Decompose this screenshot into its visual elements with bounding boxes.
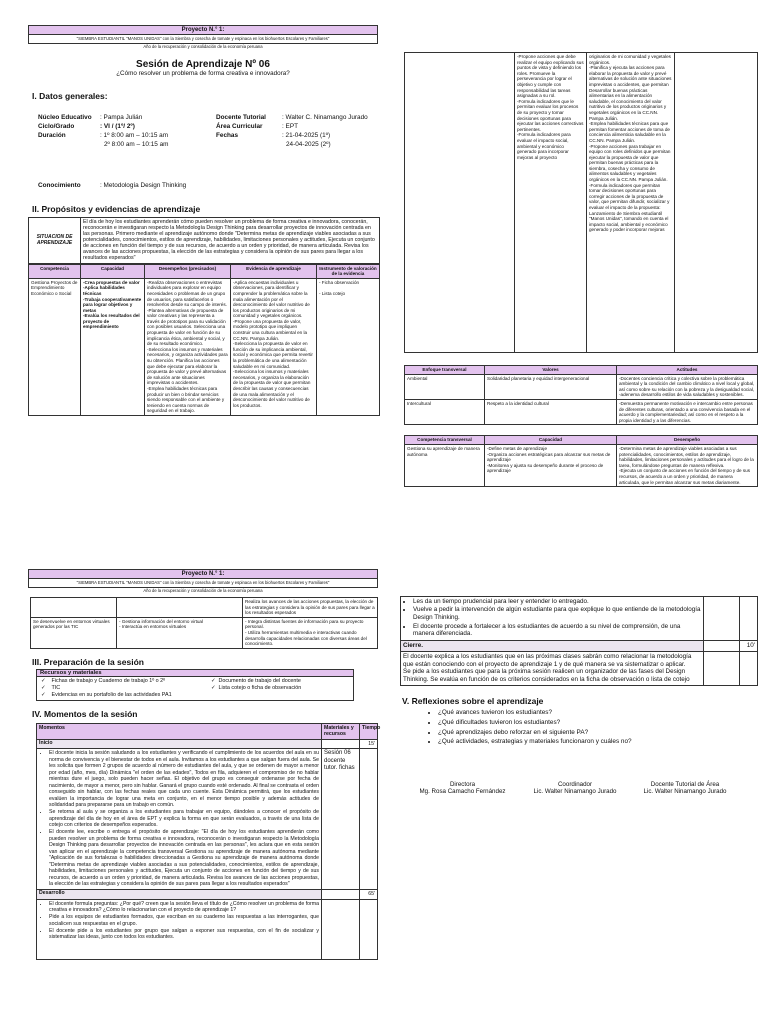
col-enfoque: Enfoque transversal — [405, 366, 485, 375]
cell-instrumento: - Ficha observación - Lista cotejo — [317, 278, 380, 415]
situacion-text: El día de hoy los estudiantes aprenderán cómo pueden resolver un problema de forma creativa e innovadora, conocerán, reconocerán e investigaran respecto la Metodología Design Thinking para desarrollar proyectos de innovación centrada en las personas. Primero mediante el aprendizaje autónomo donde "Determina metas de aprendizaje viables asociadas a sus potencialidades, conocimientos, estilos de aprendizaje, habilidades, limitaciones personales y actitudes, Ejecuta un conjunto de acciones en función del tiempo y de sus recursos, de acuerdo a un orden y prioridad, de manera articulada. Revisa los avances de las acciones propuestas, la elección de las estrategias y considera la opinión de sus pares para llegar a los resultados esperados" — [81, 218, 380, 264]
enfoque-intercultural: Intercultural — [405, 399, 485, 424]
cierre-table — [400, 596, 758, 686]
year-line: Año de la recuperación y consolidación de la economía peruana — [143, 44, 263, 49]
desarrollo-item: • El docente pide a los estudiantes por grupo que salgan a exponer sus respuestas, con el fin de socializar y sistematizar las ideas, junto con todos los estudiantes. — [49, 928, 319, 941]
project-name-p3: "SIEMBRA ESTUDIANTIL "MANOS UNIDAS" con la Siembra y cosecha de tomate y espinaca en los biohuertos Escolares y Familiares" — [28, 579, 378, 588]
section-heading-general: I. Datos generales: — [32, 91, 108, 101]
tic-competencia: Se desenvuelve en entornos virtuales generados por las TIC — [31, 617, 117, 648]
col-comp-capacidad: Capacidad — [485, 436, 617, 445]
section-heading-moments: IV. Momentos de la sesión — [32, 708, 138, 719]
area-value: : EPT — [282, 123, 298, 130]
cierre-text-2: Se pide a los estudiantes que para la próxima sesión realicen un organizador de las fases del Design Thinking. Se evalúa en función de os criterios considerados en la ficha de observación o lista de cotejo — [403, 668, 690, 684]
continuation-item: • Vuelve a pedir la intervención de algún estudiante para que explique lo que entiende de la metodología Design Thinking. — [413, 606, 701, 622]
cont-col-2: originarios de mi comunidad y vegetales orgánicos. -Planifica y ejecuta las acciones para elaborar la propuesta de valor y prevé alternativas de solución ante situaciones imprevistas o accidentes, que permitan Desarrollar buenas prácticas alimentarias en la alimentación saludable, el conocimiento del valor nutritivo de los productos originarios y vegetales orgánicos en la CC.NN. Pampa Julián. -Emplea habilidades técnicas para que permitan fomentar acciones de toma de conciencia alimenticia saludable en la CC.NN. Pampa Julián. -Propone acciones para trabajar en equipo con roles definidos que permitan ejecutar la propuesta de valor que permitan buenas prácticas para la siembra, cosecha y consumo de alimentos saludables y vegetales orgánicos en la CC.NN. Pampa Julián. -Formula indicadores que permitan tomar decisiones oportunas para corregir acciones de la propuesta de valor, que permitan difundir, socializar y evaluar el impacto de la propuesta: Lanzamiento de Siembra estudiantil "Manos Unidas", tomando en cuenta el impacto social, ambiental y económico generado y poder incorporar mejoras — [587, 53, 675, 353]
continuation-table — [404, 52, 758, 353]
actitud-ambiental: -Docentes conciencia crítica y colectiva sobre la problemática ambiental y la condición del cambio climático a nivel local y global, así como sobre su relación con la pobreza y la desigualdad social, -adenema desarrollo estilos de vida saludables y sostenibles. — [617, 374, 758, 399]
area-label: Área Curricular — [216, 123, 263, 130]
check-item-documento: ✓ Documento de trabajo del docente — [211, 677, 301, 684]
cont-material-empty — [704, 597, 740, 641]
cierre-material-empty — [704, 640, 740, 651]
desarrollo-item: • Pide a los equipos de estudiantes formados, que escriban en su cuaderno las respuestas a las interrogantes, que socialicen sus respuestas en el grupo. — [49, 914, 319, 927]
inicio-material: Sesión 06 docente tutor. fichas — [322, 749, 360, 890]
situacion-label: SITUACION DE APRENDIZAJE — [29, 218, 81, 264]
section-heading-reflex: V. Reflexiones sobre el aprendizaje — [402, 696, 544, 707]
desarrollo-item: • El docente formula preguntas: ¿Por qué? creen que la sesión lleva el título de ¿Cómo resolver un problema de forma creativa e innovadora? ¿Cómo lo relacionarían con el proyecto de aprendizaje 1? — [49, 901, 319, 914]
desarrollo-material — [322, 899, 360, 959]
check-item-fichas: ✓ Fichas de trabajo y Cuaderno de trabajo 1º o 2º — [41, 677, 166, 684]
signature-docente: Docente Tutorial de Área Lic. Walter Ninamango Jurado — [643, 780, 727, 795]
col-momentos: Momentos — [37, 723, 322, 739]
cell-evidencia: -Aplica encuestas individuales u observaciones, para identificar y comprender la problemática sobre la mala alimentación por el desconocimiento del valor nutritivo de los productos originarios de mi comunidad y vegetales orgánicos. -Propone una propuesta de valor, modelo prototipo que impliquen construir una cultura ambiental en la CC.NN. Pampa Julián. -Selecciona la propuesta de valor en función de su implicancia ambiental, social y económica que permita revertir la problemática de una alimentación saludable en mi comunidad. -Selecciona los insumos y materiales necesarios, y organiza la elaboración de la propuesta de valor que permitan describir las causas y consecuencias de una mala alimentación y el desconocimiento del valor nutritivo de los productos. — [231, 278, 317, 415]
inicio-material-empty — [322, 739, 360, 749]
enfoque-table — [404, 365, 758, 425]
nucleo-label: Núcleo Educativo — [38, 114, 92, 121]
inicio-item: • Se retorna al aula y se organiza a los estudiantes para trabajar en equipo, dándoles a conocer el propósito de aprendizaje del día de hoy en el área de EPT y explica la forma en que serán evaluados, a través de una lista de cotejo con criterios de desempeños esperados. — [49, 809, 319, 829]
fechas-value-2: 24-04-2025 (2º) — [286, 141, 331, 148]
year-line-p3: Año de la recuperación y consolidación de la economía peruana — [143, 588, 263, 593]
fechas-value-1: : 21-04-2025 (1º) — [282, 132, 331, 139]
project-header: Proyecto N.° 1: — [28, 25, 378, 35]
inicio-item: • El docente inicia la sesión saludando a los estudiantes y verificando el cumplimiento de los acuerdos del aula en su norma de convivencia y el bienestar de todos en el aula. Invitamos a los estudiantes a que salgan fuera del aula. Se les solicita que formen 2 grupos de acuerdo al número de estudiantes del aula, y que se ordenen de mayor a menor por edad (año, mes, día) Dinámica "el orden de las edades", Todos en fila, adquieren el compromiso de no hablar mientras dure el juego, solo pueden hacer señas. El objetivo del grupo es conseguir ordenarse por fecha de nacimiento, de mayor a menor, pero sin hablar. Ganará el grupo cuando esté ordenado. Al final se contrasta el orden conseguido sin hablar, con las fechas reales que cada uno cuente. Esta Dinámica permitirá, que los estudiantes evalúen la importancia de lograr una meta en conjunto, en el menor tiempo posible y además actitudes de solidaridad para prepararse para un trabajo en común. — [49, 750, 319, 809]
reflex-item: • ¿Qué aprendizajes debo reforzar en el siguiente PA? — [438, 728, 762, 737]
col-comp-transversal: Competencia transversal — [405, 436, 485, 445]
document-page-1 — [22, 22, 384, 522]
ciclo-label: Ciclo/Grado — [38, 123, 75, 130]
fechas-label: Fechas — [216, 132, 239, 139]
col-actitudes: Actitudes — [617, 366, 758, 375]
inicio-time-empty — [360, 749, 378, 890]
duracion-value-2: 2º 8:00 am – 10:15 am — [104, 141, 169, 148]
comp-transversal-name: Gestiona su aprendizaje de manera autónoma — [405, 444, 485, 486]
docente-label: Docente Tutorial — [216, 114, 266, 121]
continuation-item: • Les da un tiempo prudencial para leer y entender lo entregado. — [413, 598, 701, 606]
tic-top-cell: Realiza los avances de las acciones propuestas, la elección de las estrategias y considera la opinión de sus pares para llegar a los resultados esperados — [243, 598, 378, 618]
cierre-label: Cierre. — [401, 640, 704, 651]
col-desempenos: Desempeños (precisados) — [145, 264, 231, 278]
col-instrumento: Instrumento de valoración de la evidencia — [317, 264, 380, 278]
cierre-material-empty-2 — [704, 651, 740, 685]
cell-competencia: Gestiona Proyectos de Emprendimiento Económico o Social — [29, 278, 81, 415]
recursos-box — [36, 669, 354, 701]
desarrollo-material-empty — [322, 890, 360, 900]
competencias-table — [28, 264, 380, 416]
inicio-time: 15' — [360, 739, 378, 749]
desarrollo-label: Desarrollo — [37, 890, 322, 900]
valor-ambiental: Solidaridad planetaria y equidad intergeneracional — [485, 374, 617, 399]
reflex-item: • ¿Qué dificultades tuvieron los estudiantes? — [438, 718, 762, 727]
inicio-label: Inicio — [37, 739, 322, 749]
duracion-value-1: : 1º 8:00 am – 10:15 am — [100, 132, 169, 139]
cierre-time-empty-2 — [740, 651, 758, 685]
section-heading-prep: III. Preparación de la sesión — [32, 656, 144, 667]
enfoque-ambiental: Ambiental — [405, 374, 485, 399]
project-name: "SIEMBRA ESTUDIANTIL "MANOS UNIDAS" con la Siembra y cosecha de tomate y espinaca en los biohuertos Escolares y Familiares" — [28, 35, 378, 44]
situacion-table — [28, 217, 380, 264]
conocimiento-value: : Metodología Design Thinking — [100, 182, 187, 189]
reflex-list — [428, 708, 762, 747]
comp-transversal-capacidad: -Define metas de aprendizaje -Organiza acciones estratégicas para alcanzar sus metas de aprendizaje -Monitorea y ajusta su desempeño durante el proceso de aprendizaje — [485, 444, 617, 486]
cell-desempenos: -Realiza observaciones o entrevistas individuales para explorar en equipo necesidades o problemas de un grupo de usuarios, para satisfacerlos o resolverlos desde su campo de interés. -Plantea alternativas de propuesta de valor creativas y las representa a través de prototipos para su validación con posibles usuarios. Selecciona una propuesta de valor en función de su implicancia ética, ambiental y social, y de su resultado económico. -Selecciona los insumos y materiales necesarios, y organiza actividades para su obtención. Planifica las acciones que debe ejecutar para elaborar la propuesta de valor y prevé alternativas de solución ante situaciones imprevistas o accidentes. -Emplea habilidades técnicas para producir un bien o brindar servicios siendo responsable con el ambiente y teniendo en cuenta normas de seguridad en el trabajo. — [145, 278, 231, 415]
valor-intercultural: Respeto a la identidad cultural — [485, 399, 617, 424]
document-page-4 — [400, 596, 762, 1024]
ciclo-value: : VI / (1º/ 2º) — [100, 123, 135, 130]
check-item-evidencias: ✓ Evidencias en su portafolio de las actividades PA1 — [41, 691, 172, 698]
moments-table — [36, 723, 381, 960]
signature-coordinador: Coordinador Lic. Walter Ninamango Jurado — [533, 780, 617, 795]
actitud-intercultural: -Demuestra permanente motivación e intercambio entre personas de diferentes culturas, orientado a una convivencia basada en el acuerdo y la complementariedad; así como en el respeto a la propia identidad y a las diferencias. — [617, 399, 758, 424]
tic-capacidad: - Gestiona información del entorno virtual - Interactúa en entornos virtuales — [117, 617, 243, 648]
tic-desempeno: - Integra distintas fuentes de información para su proyecto personal. - Utiliza herramientas multimedia e interactivas cuando desarrolla capacidades relacionadas con diversas áreas del conocimiento. — [243, 617, 378, 648]
document-page-2 — [400, 52, 762, 522]
session-title: Sesión de Aprendizaje Nº 06 — [136, 59, 270, 70]
inicio-item: • El docente lee, escribe o entrega el propósito de aprendizaje: "El día de hoy los estudiantes aprenderán como pueden resolver un problema de forma creativa e innovadora, reconocerán o investigaran respecto la Metodología Design Thinking para desarrollar proyectos de innovación centrada en las personas", les aclara que en esta sesión van aplicar en el aprendizaje la competencia transversal Gestiona su aprendizaje de manera autónoma mediante "Aplicación de sus fortalezas o habilidades direccionadas a Gestiona su aprendizaje de manera autónoma donde "Determina metas de aprendizaje viables asociadas a sus potencialidades, conocimientos, estilos de aprendizaje, habilidades, limitaciones personales y actitudes, Ejecuta un conjunto de acciones en función del tiempo y de sus recursos, de acuerdo a un orden y prioridad, de manera articulada. Revisa los avances de las acciones propuestas, la elección de las estrategias y considera la opinión de sus pares para llegar a los resultados esperados" — [49, 829, 319, 888]
session-subtitle: ¿Cómo resolver un problema de forma creativa e innovadora? — [116, 70, 290, 77]
project-header-p3: Proyecto N.° 1: — [28, 569, 378, 579]
continuation-item: • El docente procede a fortalecer a los estudiantes de acuerdo a su nivel de comprensión, de una manera diferenciada. — [413, 623, 701, 639]
cell-capacidad: -Crea propuestas de valor -Aplica habilidades técnicas -Trabaja cooperativamente para lograr objetivos y metas -Evalúa los resultados del proyecto de emprendimiento — [81, 278, 145, 415]
col-valores: Valores — [485, 366, 617, 375]
col-materiales: Materiales y recursos — [322, 723, 360, 739]
inicio-list — [39, 750, 319, 888]
col-capacidad: Capacidad — [81, 264, 145, 278]
cont-empty-1 — [405, 53, 515, 353]
duracion-label: Duración — [38, 132, 66, 139]
general-data-block — [38, 113, 384, 173]
cierre-text-1: El docente explica a los estudiantes que en las próximas clases sabrán como relacionar la metodología que están conociendo con el proyecto de aprendizaje 1 y de qué manera se va sistematizar o aplicar. — [403, 652, 692, 668]
nucleo-value: : Pampa Julián — [100, 114, 143, 121]
docente-value: : Walter C. Ninamango Jurado — [282, 114, 368, 121]
signature-directora: Directora Mg. Rosa Camacho Fernández — [419, 780, 506, 795]
tic-empty-2 — [117, 598, 243, 618]
check-item-lista-cotejo: ✓ Lista cotejo o ficha de observación — [211, 684, 302, 691]
desarrollo-time-empty — [360, 899, 378, 959]
cont-col-1: -Propone acciones que debe realizar el equipo explicando sus puntos de vista y definiendo los roles. Promueve la perseverancia por lograr el objetivo y cumple con responsabilidad las tareas asignadas a su rol. -Formula indicadores que le permitan evaluar los procesos de su proyecto y tomar decisiones oportunas para ejecutar las acciones correctivas pertinentes. -Formula indicadores para evaluar el impacto social, ambiental y económico generado para incorporar mejoras al proyecto — [515, 53, 587, 353]
signatures-block — [400, 781, 762, 795]
reflex-item: • ¿Qué avances tuvieron los estudiantes? — [438, 708, 762, 717]
check-item-tic: ✓ TIC — [41, 684, 61, 691]
tic-empty-1 — [31, 598, 117, 618]
tic-table — [30, 597, 378, 649]
col-tiempo: Tiempo — [360, 723, 378, 739]
section-heading-purposes: II. Propósitos y evidencias de aprendizaje — [32, 204, 201, 214]
recursos-label: Recursos y materiales — [37, 670, 353, 677]
document-page-3 — [22, 566, 384, 1024]
continuation-list — [403, 598, 701, 638]
desarrollo-list — [39, 901, 319, 941]
cont-time-empty — [740, 597, 758, 641]
col-competencia: Competencia — [29, 264, 81, 278]
comp-transversal-desempeno: -Determina metas de aprendizaje viables asociadas a sus potencialidades, conocimientos, estilos de aprendizaje, habilidades, limitaciones personales y actitudes para el logro de la tarea, formulándose preguntas de manera reflexiva. -Ejecuta un conjunto de acciones en función del tiempo y de sus recursos, de acuerdo a un orden y prioridad, de manera articulada, que le permitan alcanzar sus metas diariamente. — [617, 444, 758, 486]
col-comp-desempeno: Desempeño — [617, 436, 758, 445]
competencia-transversal-table — [404, 435, 758, 487]
conocimiento-label: Conocimiento — [38, 182, 81, 189]
reflex-item: • ¿Qué actividades, estrategias y materiales funcionaron y cuáles no? — [438, 737, 762, 746]
cont-empty-2 — [675, 53, 758, 353]
desarrollo-time: 65' — [360, 890, 378, 900]
col-evidencia: Evidencia de aprendizaje — [231, 264, 317, 278]
cierre-time: 10' — [740, 640, 758, 651]
